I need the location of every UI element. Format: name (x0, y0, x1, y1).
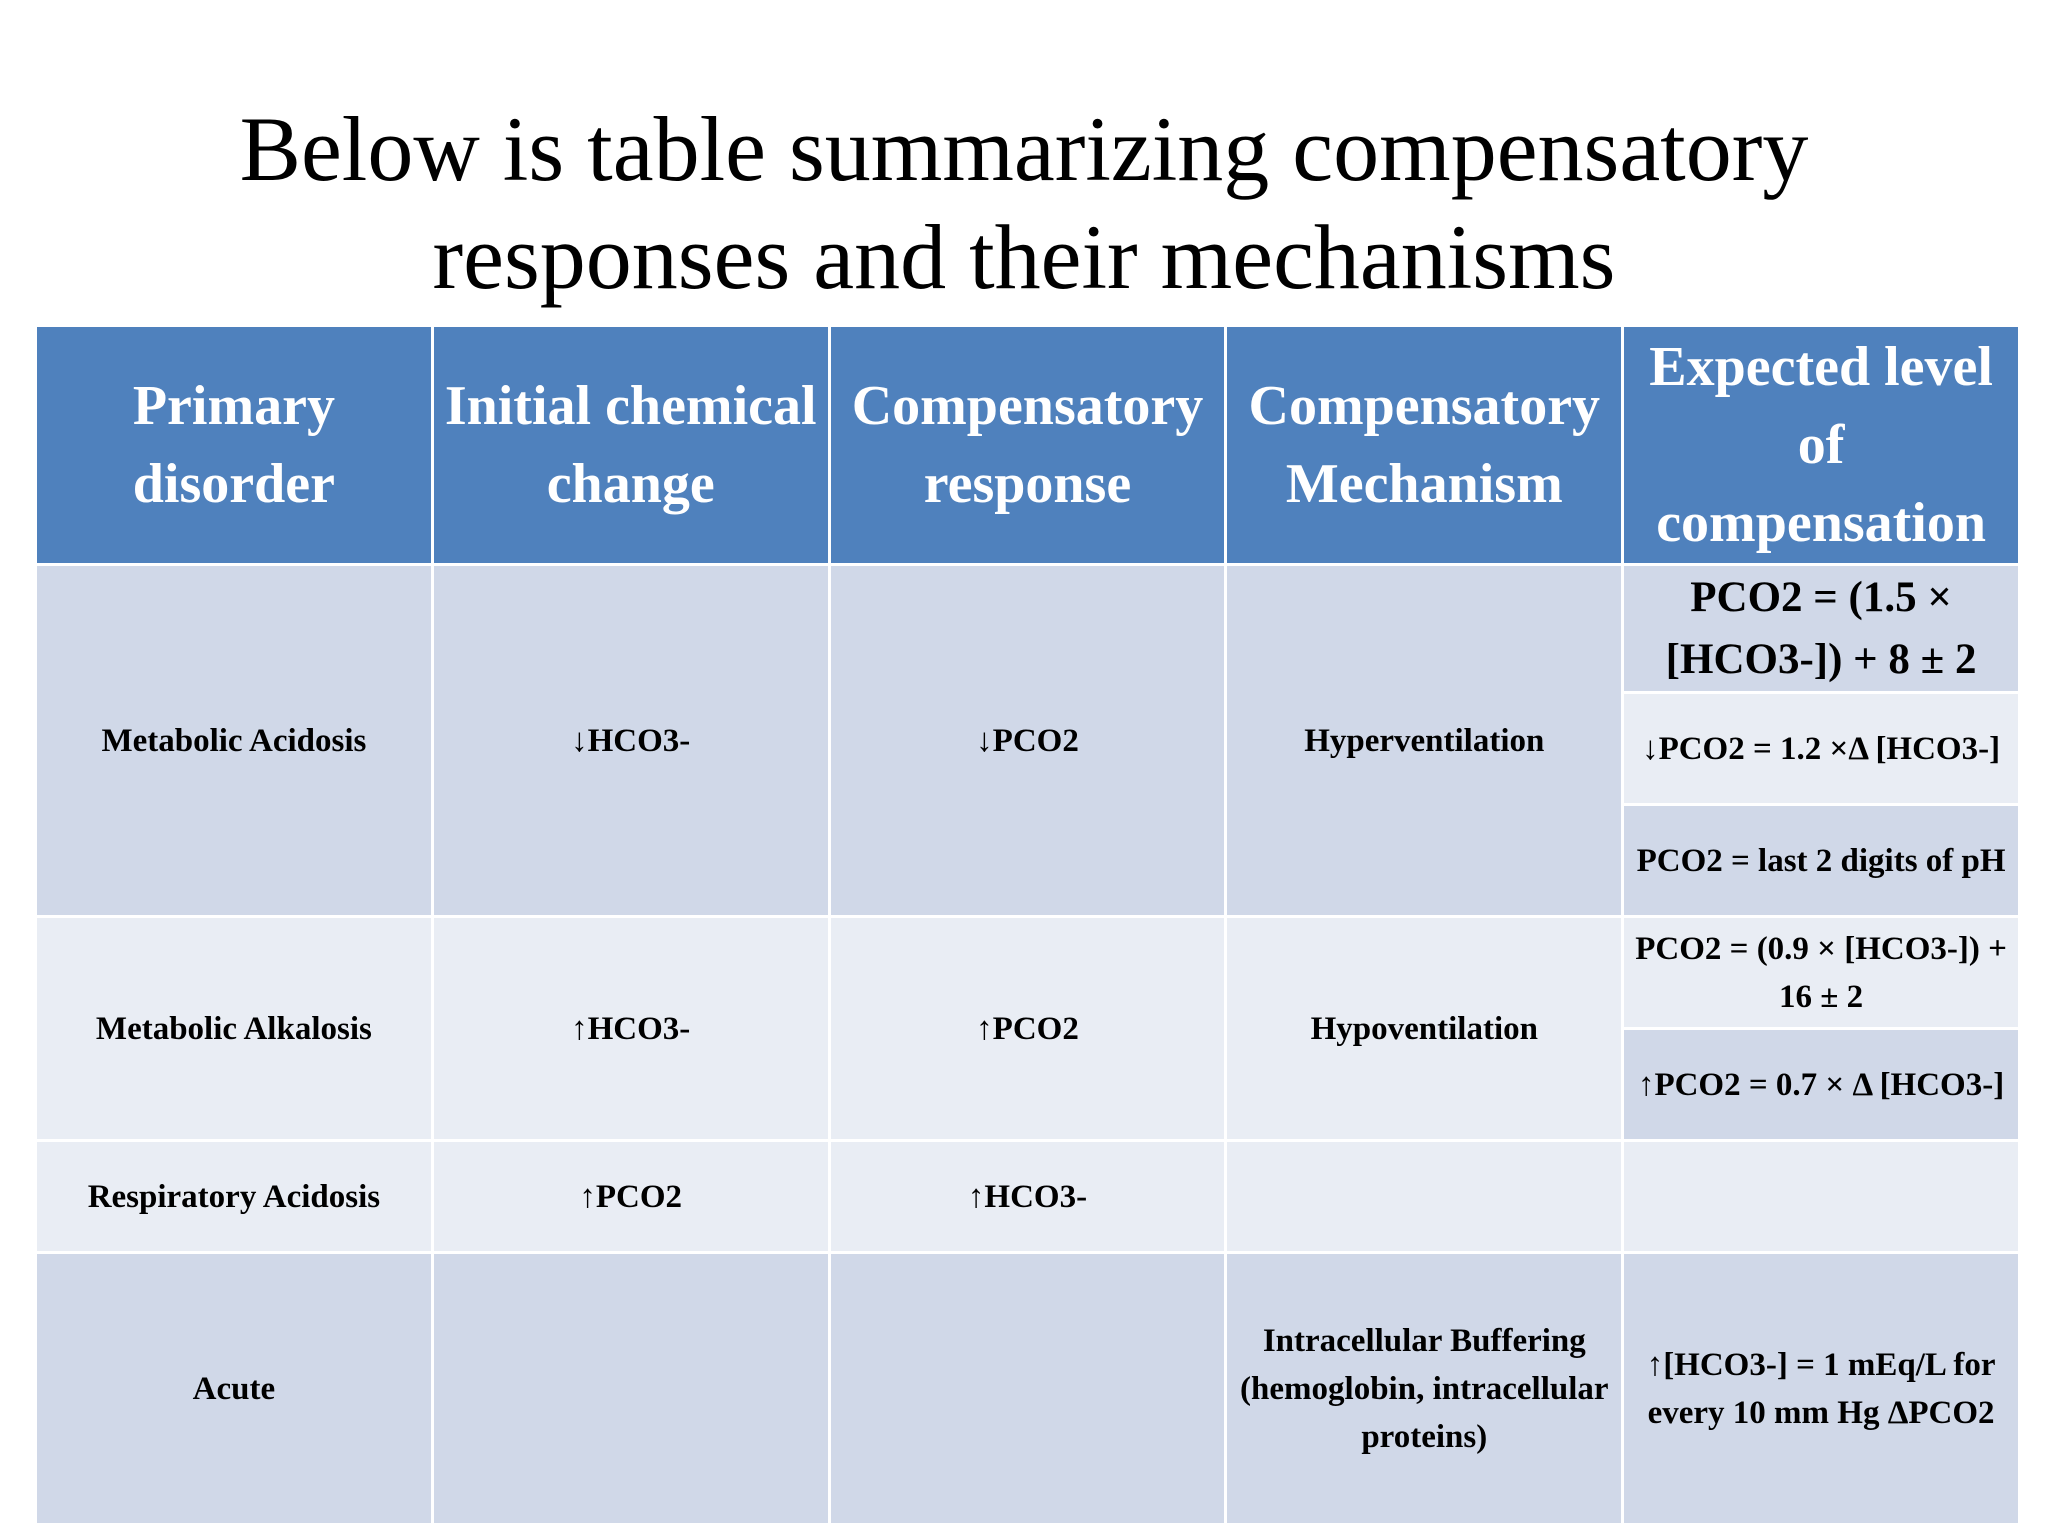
cell-disorder-acute: Acute (36, 1253, 433, 1525)
header-compensatory-response: Compensatory response (829, 326, 1226, 565)
cell-formula-winters: PCO2 = (1.5 × [HCO3-]) + 8 ± 2 (1623, 565, 2020, 693)
cell-formula-ph-digits: PCO2 = last 2 digits of pH (1623, 805, 2020, 917)
header-compensatory-mechanism: Compensatory Mechanism (1226, 326, 1623, 565)
cell-expected-respiratory-acidosis (1623, 1141, 2020, 1253)
cell-formula-delta-pco2-acidosis: ↓PCO2 = 1.2 ×Δ [HCO3-] (1623, 693, 2020, 805)
header-initial-chemical-change: Initial chemical change (432, 326, 829, 565)
table-row (36, 1141, 2020, 1253)
cell-response-acute (829, 1253, 1226, 1525)
cell-initial-respiratory-acidosis: ↑PCO2 (432, 1141, 829, 1253)
cell-response-metabolic-acidosis: ↓PCO2 (829, 565, 1226, 917)
slide-title-line2: responses and their mechanisms (432, 206, 1616, 308)
cell-initial-acute (432, 1253, 829, 1525)
table-row (36, 565, 2020, 693)
cell-mechanism-respiratory-acidosis (1226, 1141, 1623, 1253)
cell-response-metabolic-alkalosis: ↑PCO2 (829, 917, 1226, 1141)
cell-formula-alkalosis-expected: PCO2 = (0.9 × [HCO3-]) + 16 ± 2 (1623, 917, 2020, 1029)
cell-disorder-respiratory-acidosis: Respiratory Acidosis (36, 1141, 433, 1253)
cell-mechanism-metabolic-alkalosis: Hypoventilation (1226, 917, 1623, 1141)
header-primary-disorder: Primary disorder (36, 326, 433, 565)
table-row (36, 917, 2020, 1029)
cell-initial-metabolic-acidosis: ↓HCO3- (432, 565, 829, 917)
cell-formula-delta-pco2-alkalosis: ↑PCO2 = 0.7 × Δ [HCO3-] (1623, 1029, 2020, 1141)
compensation-table (34, 324, 2021, 1526)
cell-initial-metabolic-alkalosis: ↑HCO3- (432, 917, 829, 1141)
cell-mechanism-acute: Intracellular Buffering (hemoglobin, intracellular proteins) (1226, 1253, 1623, 1525)
table-row (36, 1253, 2020, 1525)
cell-expected-acute: ↑[HCO3-] = 1 mEq/L for every 10 mm Hg ΔPCO2 (1623, 1253, 2020, 1525)
table-header-row (36, 326, 2020, 565)
slide-title (0, 95, 2048, 311)
slide-title-line1: Below is table summarizing compensatory (239, 98, 1809, 200)
cell-mechanism-metabolic-acidosis: Hyperventilation (1226, 565, 1623, 917)
cell-disorder-metabolic-acidosis: Metabolic Acidosis (36, 565, 433, 917)
cell-response-respiratory-acidosis: ↑HCO3- (829, 1141, 1226, 1253)
cell-disorder-metabolic-alkalosis: Metabolic Alkalosis (36, 917, 433, 1141)
header-expected-level: Expected level of compensation (1623, 326, 2020, 565)
